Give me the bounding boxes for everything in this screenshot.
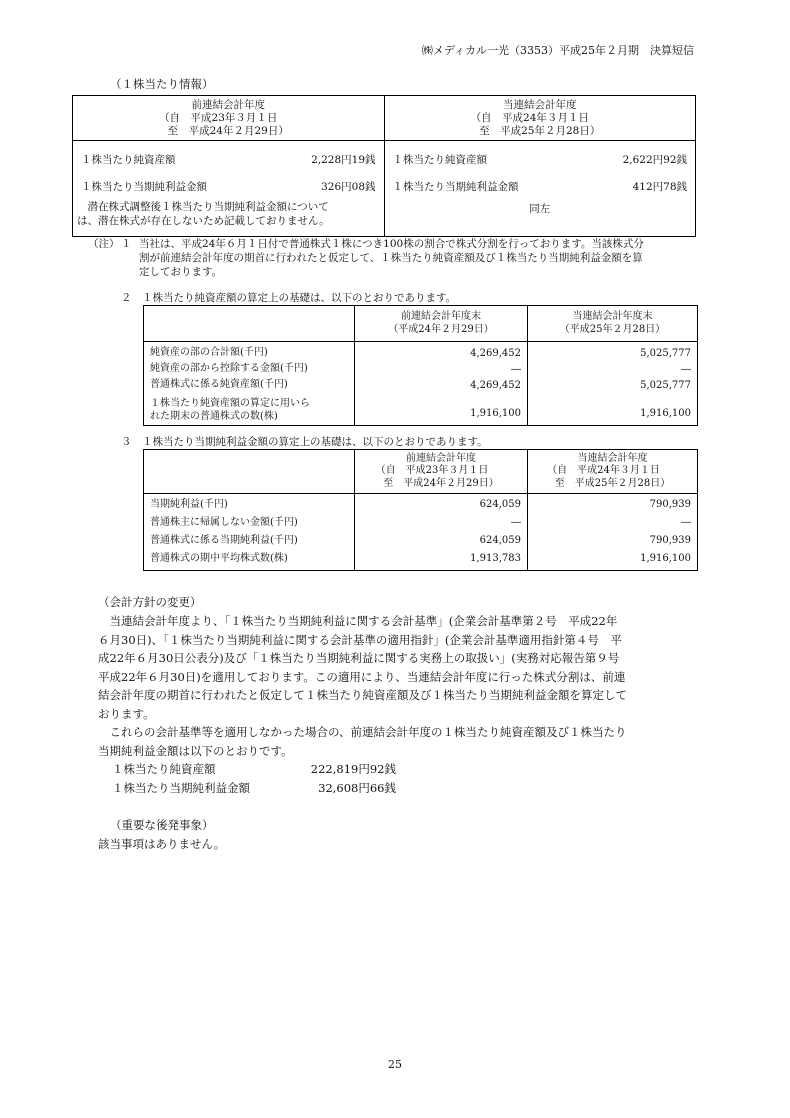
- table-row-label: 当期純利益(千円): [150, 499, 228, 510]
- net-assets-prev-values: 4,269,452 ― 4,269,452 1,916,100: [355, 342, 528, 426]
- table-row-label: １株当たり純資産額の算定に用いら れた期末の普通株式の数(株): [150, 398, 310, 422]
- note1-number: １: [121, 238, 132, 250]
- prev-period-body: １株当たり純資産額 2,228円19銭 １株当たり当期純利益金額 326円08銭 潜在株式調整後１株当たり当期純利益金額について は、潜在株式が存在しないため記載しておりません。: [73, 141, 385, 237]
- net-income-labels: [144, 494, 355, 571]
- pre-split-values: [112, 760, 412, 797]
- per-share-info-title: （１株当たり情報）: [110, 77, 214, 91]
- list-item: １株当たり当期純利益金額 32,608円66銭: [112, 780, 396, 795]
- accounting-change-title: （会計方針の変更）: [98, 595, 202, 609]
- notes-prefix: （注）: [88, 238, 120, 250]
- net-assets-header-blank: [144, 306, 355, 342]
- subsequent-events-text: 該当事項はありません。: [98, 837, 226, 851]
- prev-diluted-note: 潜在株式調整後１株当たり当期純利益金額について は、潜在株式が存在しないため記載しておりません。: [77, 201, 330, 227]
- table-row-label: 普通株主に帰属しない金額(千円): [150, 517, 298, 528]
- table-row-label: 普通株式に係る当期純利益(千円): [150, 535, 298, 546]
- table-row-label: 純資産の部から控除する金額(千円): [150, 363, 308, 374]
- net-assets-curr-values: 5,025,777 ― 5,025,777 1,916,100: [528, 342, 698, 426]
- net-assets-basis-table: [143, 305, 698, 426]
- note2-text: ２ １株当たり純資産額の算定上の基礎は、以下のとおりであります。: [121, 292, 457, 304]
- curr-period-body: １株当たり純資産額 2,622円92銭 １株当たり当期純利益金額 412円78銭 同左: [384, 141, 696, 237]
- accounting-change-body: 当連結会計年度より、「１株当たり当期純利益に関する会計基準」(企業会計基準第２号 平成22年 ６月30日)、「１株当たり当期純利益に関する会計基準の適用指針」(企業会計基準適用指針第４号 平 成22年６月30日公表分)及び「１株当たり当期純利益に関する実務上の取扱い」(実務対応報告第９号 平成22年６月30日)を適用しております。この適用により、当連結会計年度に行った株式分割は、前連 結会計年度の期首に行われたと仮定して１株当たり純資産額及び１株当たり当期純利益金額を算定して おります。 これらの会計基準等を適用しなかった場合の、前連結会計年度の１株当たり純資産額及び１株当たり 当期純利益金額は以下のとおりです。: [98, 614, 627, 758]
- table-row-label: 普通株式の期中平均株式数(株): [150, 553, 288, 564]
- net-assets-header-curr: 当連結会計年度末 （平成25年２月28日）: [528, 306, 698, 342]
- subsequent-events-title: （重要な後発事象）: [110, 818, 214, 832]
- net-assets-labels: [144, 342, 355, 426]
- document-header: ㈱メディカル一光（3353）平成25年２月期 決算短信: [421, 44, 694, 57]
- note3-text: ３ １株当たり当期純利益金額の算定上の基礎は、以下のとおりであります。: [121, 436, 488, 448]
- prev-period-header: 前連結会計年度 （自 平成23年３月１日 至 平成24年２月29日）: [73, 96, 385, 141]
- net-income-header-prev: 前連結会計年度 （自 平成23年３月１日 至 平成24年２月29日）: [355, 450, 528, 494]
- table-row-label: 普通株式に係る純資産額(千円): [150, 379, 288, 390]
- notes-block: [88, 237, 718, 279]
- net-income-header-curr: 当連結会計年度 （自 平成24年３月１日 至 平成25年２月28日）: [528, 450, 698, 494]
- curr-period-header: 当連結会計年度 （自 平成24年３月１日 至 平成25年２月28日）: [384, 96, 696, 141]
- per-share-info-table: [72, 95, 696, 237]
- curr-diluted-note: 同左: [529, 203, 551, 215]
- page-number: 25: [388, 1058, 402, 1071]
- net-income-prev-values: 624,059 ― 624,059 1,913,783: [355, 494, 528, 571]
- list-item: １株当たり純資産額 222,819円92銭: [112, 762, 396, 776]
- net-income-header-blank: [144, 450, 355, 494]
- net-assets-header-prev: 前連結会計年度末 （平成24年２月29日）: [355, 306, 528, 342]
- table-row-label: 純資産の部の合計額(千円): [150, 347, 268, 358]
- net-income-basis-table: [143, 449, 698, 571]
- note1-text: 当社は、平成24年６月１日付で普通株式１株につき100株の割合で株式分割を行っております。当該株式分 割が前連結会計年度の期首に行われたと仮定して、１株当たり純資産額及び１株当たり当期純利益金額を算 定しております。: [139, 238, 644, 278]
- net-income-curr-values: 790,939 ― 790,939 1,916,100: [528, 494, 698, 571]
